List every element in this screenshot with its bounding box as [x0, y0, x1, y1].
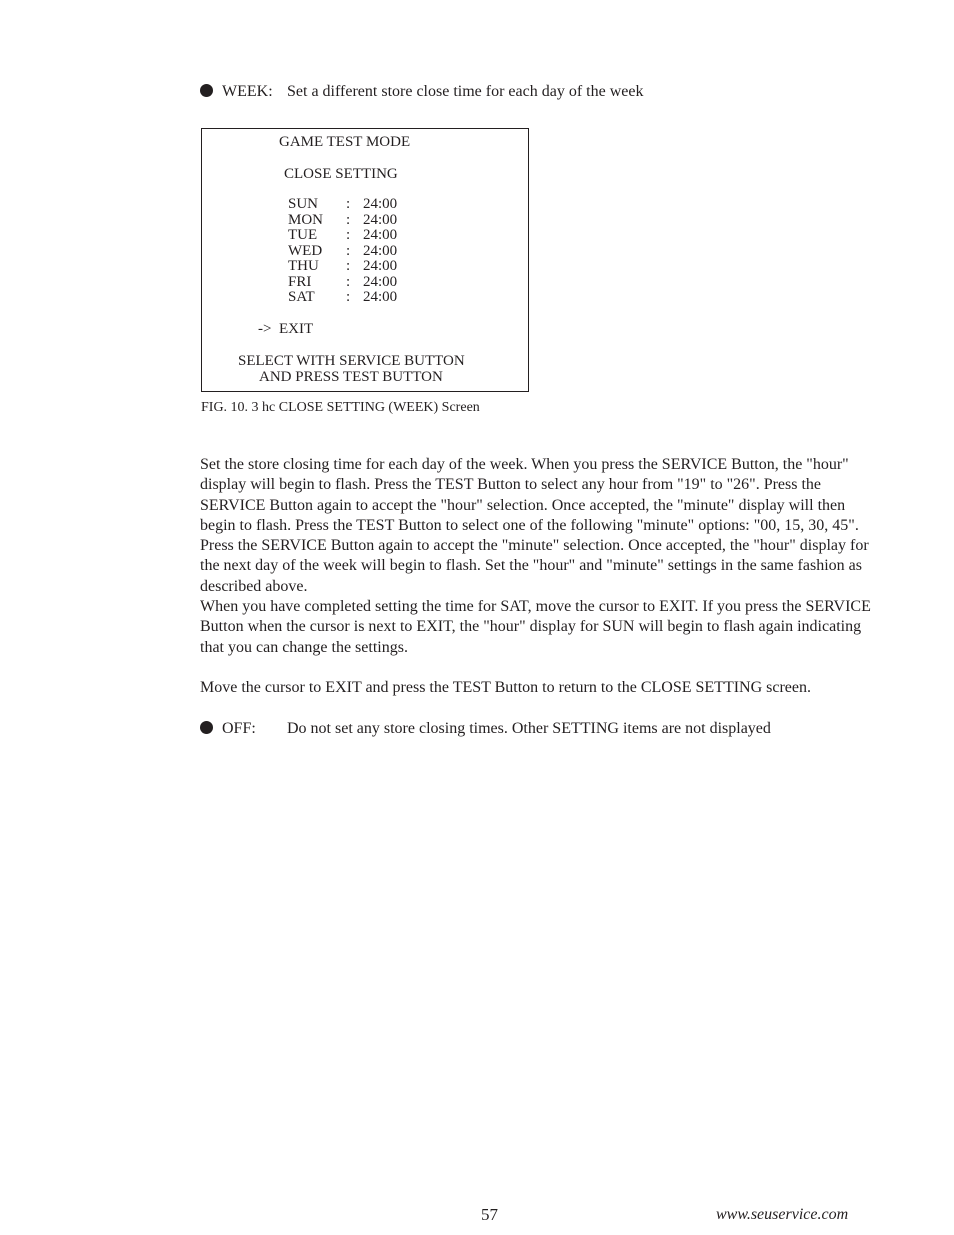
off-label: OFF:: [222, 720, 256, 737]
day-time: 24:00: [363, 196, 398, 212]
instruction-line-1: SELECT WITH SERVICE BUTTON: [238, 353, 465, 369]
day-row-wed: WED : 24:00: [288, 242, 398, 259]
exit-item: [258, 321, 313, 337]
body-text: [200, 455, 880, 658]
bullet-icon: [200, 721, 213, 734]
day-time: 24:00: [363, 258, 398, 274]
week-description: Set a different store close time for each day of the week: [287, 83, 644, 100]
paragraph-3: Move the cursor to EXIT and press the TEST Button to return to the CLOSE SETTING screen.: [200, 679, 812, 696]
day-time: 24:00: [363, 289, 398, 305]
off-description: Do not set any store closing times. Other SETTING items are not displayed: [287, 720, 771, 737]
figure-caption: FIG. 10. 3 hc CLOSE SETTING (WEEK) Screen: [201, 400, 480, 415]
day-row-mon: MON : 24:00: [288, 211, 398, 228]
cursor-arrow: ->: [258, 321, 272, 337]
day-time: 24:00: [363, 273, 398, 290]
day-time: 24:00: [363, 211, 398, 228]
bullet-icon: [200, 84, 213, 97]
day-row-sat: SAT : 24:00: [288, 289, 398, 305]
paragraph-2: When you have completed setting the time for SAT, move the cursor to EXIT. If you press the SERVICE Button when the cursor is next to EXIT, the "hour" display for SUN will begin to flash again indicating that you can change the settings.: [200, 598, 871, 656]
off-item: [200, 719, 771, 739]
week-item: [200, 82, 643, 102]
week-label: WEEK:: [222, 83, 273, 100]
day-row-fri: FRI : 24:00: [288, 273, 398, 290]
day-time: 24:00: [363, 242, 398, 259]
screen-subtitle: CLOSE SETTING: [284, 166, 398, 182]
close-setting-screen: [201, 128, 529, 392]
paragraph-1: Set the store closing time for each day of the week. When you press the SERVICE Button, the "hour" display will begin to flash. Press the TEST Button to select any hour from "19" to "26". Press the SERVICE Button again to accept the "hour" selection. Once accepted, the "minute" display will then begin to flash. Press the TEST Button to select one of the following "minute" options: "00, 15, 30, 45". Press the SERVICE Button again to accept the "minute" selection. Once accepted, the "hour" display for the next day of the week will begin to flash. Set the "hour" and "minute" settings in the same fashion as described above.: [200, 456, 869, 595]
body-text-2: [200, 678, 880, 698]
instruction-line-2: AND PRESS TEST BUTTON: [259, 368, 443, 385]
page-number: 57: [481, 1205, 498, 1224]
exit-label: EXIT: [278, 321, 314, 337]
day-row-thu: THU : 24:00: [288, 258, 398, 274]
day-row-tue: TUE : 24:00: [288, 227, 398, 243]
screen-title: GAME TEST MODE: [279, 134, 411, 150]
day-time: 24:00: [363, 227, 398, 243]
day-row-sun: SUN : 24:00: [288, 196, 398, 212]
footer-url: www.seuservice.com: [716, 1206, 849, 1223]
